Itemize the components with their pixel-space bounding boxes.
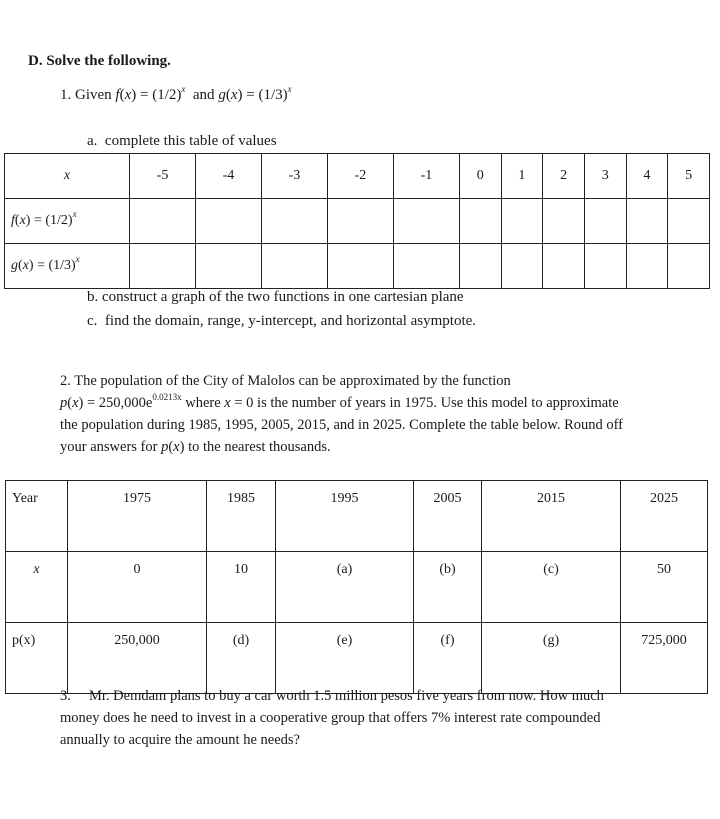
- answer-cell[interactable]: [195, 199, 261, 244]
- year-cell: 2025: [621, 481, 708, 552]
- x-cell: (a): [276, 552, 414, 623]
- year-cell: 1995: [276, 481, 414, 552]
- year-cell: 2015: [482, 481, 621, 552]
- answer-cell[interactable]: [393, 199, 459, 244]
- x-value-cell: -4: [195, 154, 261, 199]
- p-cell: (f): [414, 623, 482, 694]
- p-cell: (d): [207, 623, 276, 694]
- p-cell: (e): [276, 623, 414, 694]
- answer-cell[interactable]: [459, 199, 501, 244]
- year-cell: 1975: [68, 481, 207, 552]
- x-value-cell: 2: [543, 154, 585, 199]
- problem1-number: 1.: [60, 87, 72, 103]
- answer-cell[interactable]: [668, 199, 710, 244]
- x-header-cell: x: [5, 154, 130, 199]
- answer-cell[interactable]: [327, 244, 393, 289]
- part-b-instruction: b. construct a graph of the two functions in one cartesian plane: [87, 289, 464, 305]
- answer-cell[interactable]: [501, 199, 543, 244]
- answer-cell[interactable]: [261, 244, 327, 289]
- x-value-cell: 1: [501, 154, 543, 199]
- x-value-cell: 0: [459, 154, 501, 199]
- table-row: [5, 154, 710, 199]
- part-a-instruction: a. complete this table of values: [87, 133, 277, 149]
- population-table: [5, 480, 708, 694]
- answer-cell[interactable]: [393, 244, 459, 289]
- x-value-cell: 4: [626, 154, 668, 199]
- x-cell: 10: [207, 552, 276, 623]
- answer-cell[interactable]: [584, 199, 626, 244]
- x-value-cell: -1: [393, 154, 459, 199]
- year-cell: 1985: [207, 481, 276, 552]
- answer-cell[interactable]: [584, 244, 626, 289]
- year-cell: 2005: [414, 481, 482, 552]
- part-c-instruction: c. find the domain, range, y-intercept, and horizontal asymptote.: [87, 313, 477, 329]
- table-row: [5, 244, 710, 289]
- x-cell: 0: [68, 552, 207, 623]
- answer-cell[interactable]: [459, 244, 501, 289]
- x-value-cell: -2: [327, 154, 393, 199]
- p-row-label: p(x): [6, 623, 68, 694]
- p-cell: (g): [482, 623, 621, 694]
- f-row-label: $f(x) = (1/2)^x$: [5, 199, 130, 244]
- values-table: [4, 153, 710, 289]
- table-row: [5, 199, 710, 244]
- x-value-cell: -3: [261, 154, 327, 199]
- table-row: [6, 623, 708, 694]
- x-row-label: x: [6, 552, 68, 623]
- answer-cell[interactable]: [626, 244, 668, 289]
- g-row-label: $g(x) = (1/3)^x$: [5, 244, 130, 289]
- answer-cell[interactable]: [543, 244, 585, 289]
- section-heading: D. Solve the following.: [28, 53, 171, 69]
- problem3-statement: 3. Mr. Demdam plans to buy a car worth 1.5 million pesos five years from now. How much money does he need to invest in a cooperative group that offers 7% interest rate compounded annually to acquire the amount he needs?: [60, 688, 604, 748]
- answer-cell[interactable]: [130, 244, 196, 289]
- table-row: [6, 481, 708, 552]
- x-cell: (c): [482, 552, 621, 623]
- p-cell: 725,000: [621, 623, 708, 694]
- x-value-cell: -5: [130, 154, 196, 199]
- x-cell: (b): [414, 552, 482, 623]
- problem1-statement: 1. Given $f(x) = (1/2)^x$ and $g(x) = (1/3)^x$: [60, 84, 292, 103]
- answer-cell[interactable]: [501, 244, 543, 289]
- answer-cell[interactable]: [668, 244, 710, 289]
- answer-cell[interactable]: [195, 244, 261, 289]
- x-value-cell: 3: [584, 154, 626, 199]
- table-row: [6, 552, 708, 623]
- answer-cell[interactable]: [261, 199, 327, 244]
- year-row-label: Year: [6, 481, 68, 552]
- answer-cell[interactable]: [327, 199, 393, 244]
- answer-cell[interactable]: [130, 199, 196, 244]
- answer-cell[interactable]: [626, 199, 668, 244]
- answer-cell[interactable]: [543, 199, 585, 244]
- problem2-statement: 2. The population of the City of Malolos can be approximated by the function $p(x) = 250,000e^{0.0213x}$ where x = 0 is the number of years in 1975. Use this model to approximate the population during 1985, 1995, 2005, 2015, and in 2025. Complete the table below. Round off your answers for p(x) to the nearest thousands.: [60, 373, 624, 455]
- p-cell: 250,000: [68, 623, 207, 694]
- x-cell: 50: [621, 552, 708, 623]
- x-value-cell: 5: [668, 154, 710, 199]
